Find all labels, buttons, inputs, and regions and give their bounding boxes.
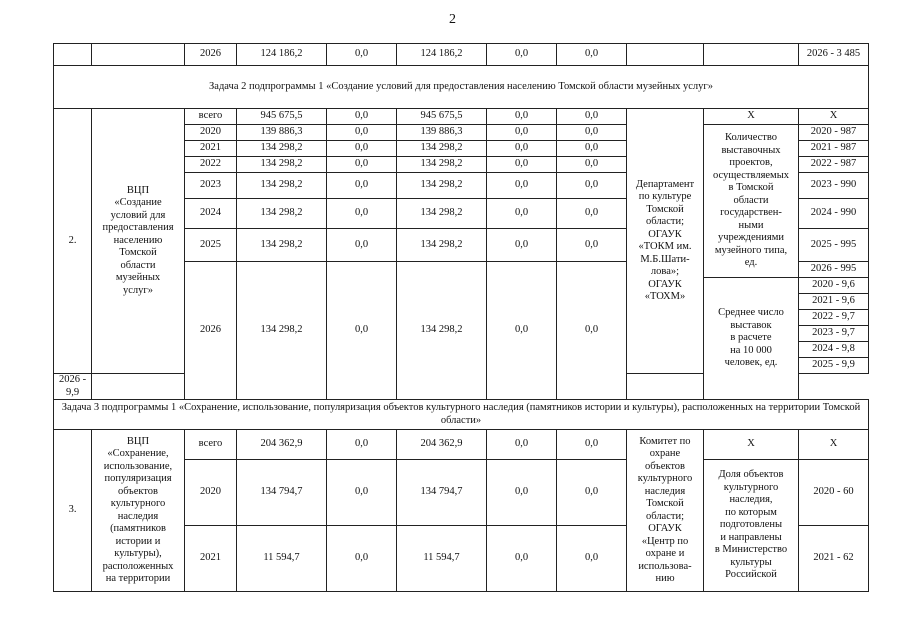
amount-cell: 134 298,2: [397, 173, 487, 199]
amount-cell: 0,0: [557, 173, 627, 199]
year-cell: 2020: [185, 125, 237, 141]
year-cell: 2026: [185, 262, 237, 400]
year-cell: 2020: [185, 460, 237, 526]
amount-cell: 0,0: [557, 125, 627, 141]
program-name: ВЦП «Сохранение, использование, популяризация объектов культурного наследия (памятников истории и культуры), расположенных на территории: [92, 430, 185, 592]
amount-cell: 0,0: [557, 460, 627, 526]
total-cell: 134 298,2: [237, 229, 327, 262]
program-table: [53, 43, 869, 592]
amount-cell: 0,0: [327, 430, 397, 460]
total-cell: 945 675,5: [237, 109, 327, 125]
amount-cell: 0,0: [557, 109, 627, 125]
amount-cell: 0,0: [327, 229, 397, 262]
amount-cell: 0,0: [487, 141, 557, 157]
value-header-x: X: [799, 109, 869, 125]
indicator-value-cell: 2023 - 9,7: [799, 326, 869, 342]
amount-cell: 0,0: [487, 430, 557, 460]
year-cell: 2023: [185, 173, 237, 199]
cell: [92, 44, 185, 66]
amount-cell: 0,0: [557, 262, 627, 400]
indicator-value-cell: 2020 - 60: [799, 460, 869, 526]
amount-cell: 0,0: [487, 460, 557, 526]
total-cell: 134 298,2: [237, 262, 327, 400]
indicator-value-cell: 2023 - 990: [799, 173, 869, 199]
amount-cell: 0,0: [327, 125, 397, 141]
year-cell: всего: [185, 430, 237, 460]
indicator-value-cell: 2022 - 987: [799, 157, 869, 173]
program-name: ВЦП «Создание условий для предоставления населению Томской области музейных услуг»: [92, 109, 185, 374]
indicator-header-x: X: [704, 109, 799, 125]
indicator-value-cell: 2021 - 62: [799, 526, 869, 592]
amount-cell: 134 298,2: [397, 262, 487, 400]
table-row: [54, 400, 869, 430]
year-cell: 2021: [185, 526, 237, 592]
total-cell: 204 362,9: [237, 430, 327, 460]
amount-cell: 0,0: [487, 262, 557, 400]
amount-cell: 139 886,3: [397, 125, 487, 141]
amount-cell: 0,0: [557, 157, 627, 173]
amount-cell: 0,0: [557, 141, 627, 157]
amount-cell: 0,0: [327, 262, 397, 400]
indicator-value-cell: 2024 - 990: [799, 199, 869, 229]
indicator-value-cell: 2026 - 3 485: [799, 44, 869, 66]
amount-cell: 0,0: [327, 44, 397, 66]
indicator-value-cell: 2020 - 987: [799, 125, 869, 141]
cell: [704, 44, 799, 66]
amount-cell: 0,0: [557, 430, 627, 460]
amount-cell: 0,0: [327, 157, 397, 173]
amount-cell: 0,0: [327, 526, 397, 592]
year-cell: всего: [185, 109, 237, 125]
section-number: 3.: [54, 430, 92, 592]
amount-cell: 0,0: [327, 173, 397, 199]
amount-cell: 0,0: [487, 229, 557, 262]
amount-cell: 0,0: [557, 199, 627, 229]
year-cell: 2024: [185, 199, 237, 229]
amount-cell: 134 298,2: [397, 199, 487, 229]
indicator-value-cell: 2024 - 9,8: [799, 342, 869, 358]
indicator-value-cell: 2021 - 9,6: [799, 294, 869, 310]
value-header-x: X: [799, 430, 869, 460]
indicator-value-cell: 2025 - 9,9: [799, 358, 869, 374]
amount-cell: 0,0: [487, 44, 557, 66]
amount-cell: 204 362,9: [397, 430, 487, 460]
amount-cell: 0,0: [487, 173, 557, 199]
amount-cell: 134 298,2: [397, 141, 487, 157]
amount-cell: 134 298,2: [397, 157, 487, 173]
indicator-value-cell: 2026 - 9,9: [54, 374, 92, 400]
table-row: [54, 430, 869, 460]
indicator-value-cell: 2026 - 995: [799, 262, 869, 278]
amount-cell: 0,0: [327, 109, 397, 125]
table-row: [54, 44, 869, 66]
amount-cell: 0,0: [487, 199, 557, 229]
total-cell: 11 594,7: [237, 526, 327, 592]
amount-cell: 0,0: [557, 229, 627, 262]
executor: Комитет по охране объектов культурного наследия Томской области; ОГАУК «Центр по охране и использова- нию: [627, 430, 704, 592]
cell: [54, 44, 92, 66]
amount-cell: 0,0: [327, 460, 397, 526]
amount-cell: 0,0: [487, 125, 557, 141]
page-number: 2: [449, 12, 456, 27]
total-cell: 134 794,7: [237, 460, 327, 526]
total-cell: 124 186,2: [237, 44, 327, 66]
amount-cell: 0,0: [487, 157, 557, 173]
indicator-value-cell: 2025 - 995: [799, 229, 869, 262]
year-cell: 2021: [185, 141, 237, 157]
total-cell: 139 886,3: [237, 125, 327, 141]
amount-cell: 0,0: [557, 44, 627, 66]
indicator-description: Количество выставочных проектов, осуществляемых в Томской области государствен- ными учреждениями музейного типа, ед.: [704, 125, 799, 278]
indicator-description: Доля объектов культурного наследия, по которым подготовлены и направлены в Министерство культуры Российской: [704, 460, 799, 592]
amount-cell: 134 298,2: [397, 229, 487, 262]
year-cell: 2022: [185, 157, 237, 173]
task-heading: Задача 3 подпрограммы 1 «Сохранение, использование, популяризация объектов культурного наследия (памятников истории и культуры), расположенных на территории Томской области»: [54, 400, 869, 430]
total-cell: 134 298,2: [237, 199, 327, 229]
total-cell: 134 298,2: [237, 173, 327, 199]
indicator-description: Среднее число выставок в расчете на 10 000 человек, ед.: [704, 278, 799, 400]
amount-cell: 0,0: [557, 526, 627, 592]
amount-cell: 124 186,2: [397, 44, 487, 66]
amount-cell: 945 675,5: [397, 109, 487, 125]
total-cell: 134 298,2: [237, 157, 327, 173]
amount-cell: 0,0: [487, 109, 557, 125]
year-cell: 2025: [185, 229, 237, 262]
indicator-header-x: X: [704, 430, 799, 460]
amount-cell: 0,0: [327, 141, 397, 157]
executor: Департамент по культуре Томской области; ОГАУК «ТОКМ им. М.Б.Шати- лова»; ОГАУК «ТОХМ»: [627, 109, 704, 374]
table-row: [54, 66, 869, 109]
amount-cell: 0,0: [487, 526, 557, 592]
cell: [627, 44, 704, 66]
indicator-value-cell: 2021 - 987: [799, 141, 869, 157]
amount-cell: 11 594,7: [397, 526, 487, 592]
total-cell: 134 298,2: [237, 141, 327, 157]
task-heading: Задача 2 подпрограммы 1 «Создание условий для предоставления населению Томской области музейных услуг»: [54, 66, 869, 109]
amount-cell: 0,0: [327, 199, 397, 229]
amount-cell: 134 794,7: [397, 460, 487, 526]
indicator-value-cell: 2022 - 9,7: [799, 310, 869, 326]
section-number: 2.: [54, 109, 92, 374]
year-cell: 2026: [185, 44, 237, 66]
indicator-value-cell: 2020 - 9,6: [799, 278, 869, 294]
table-row: [54, 109, 869, 125]
